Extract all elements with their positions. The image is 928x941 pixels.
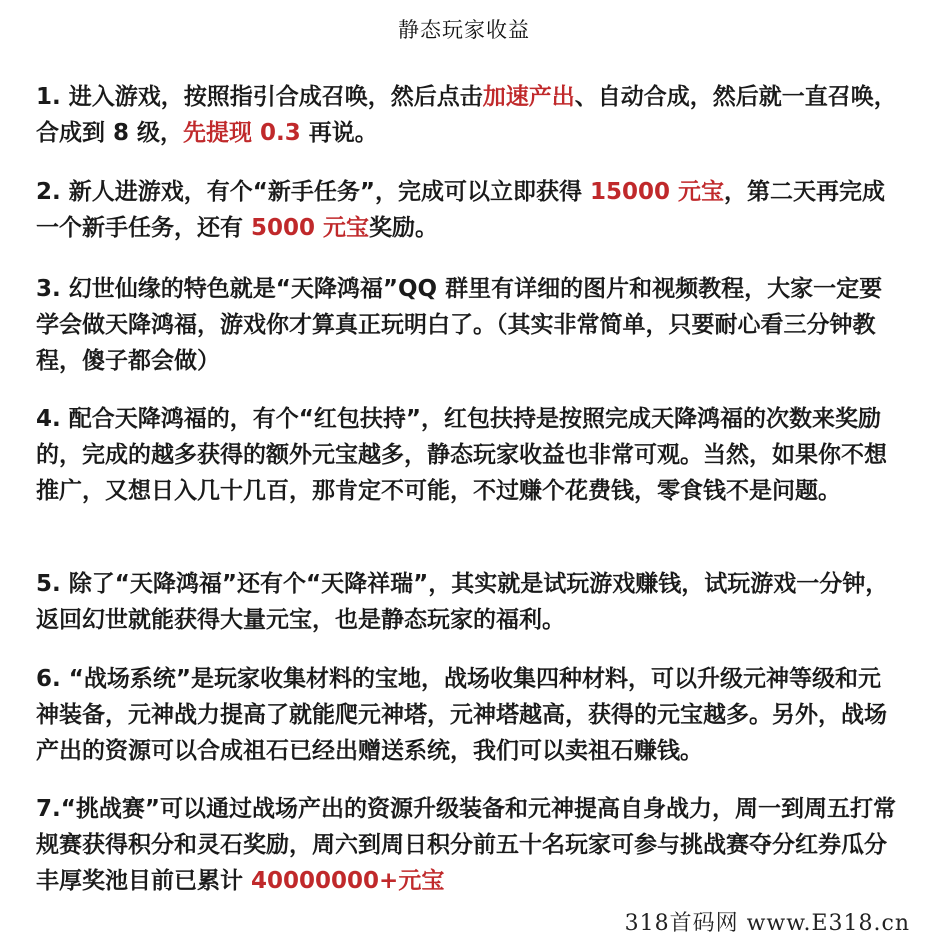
paragraph-text: 4. <box>36 406 69 432</box>
paragraph-2 <box>36 174 902 246</box>
page-title: 静态玩家收益 <box>398 18 530 42</box>
paragraph-text: 5. <box>36 571 69 597</box>
paragraph-text: “战场系统”是玩家收集材料的宝地，战场收集四种材料，可以升级元神等级和元神装备，元神战力提高了就能爬元神塔，元神塔越高，获得的元宝越多。另外，战场产出的资源可以合成祖石已经出赠送系统，我们可以卖祖石赚钱。 <box>36 666 887 764</box>
highlight-text: 5000 元宝 <box>251 215 370 241</box>
watermark-text: 318首码网 www.E318.cn <box>624 911 910 936</box>
paragraph-text: 7. <box>36 796 61 822</box>
highlight-text: 15000 元宝 <box>590 179 725 205</box>
paragraph-text: 配合天降鸿福的，有个“红包扶持”，红包扶持是按照完成天降鸿福的次数来奖励的，完成的越多获得的额外元宝越多，静态玩家收益也非常可观。当然，如果你不想推广，又想日入几十几百，那肯定不可能，不过赚个花费钱，零食钱不是问题。 <box>36 406 887 504</box>
paragraph-6 <box>36 661 902 769</box>
highlight-text: 40000000+元宝 <box>251 868 445 894</box>
paragraph-text: 6. <box>36 666 69 692</box>
highlight-text: 加速产出 <box>482 84 575 110</box>
paragraph-text: 幻世仙缘的特色就是“天降鸿福”QQ 群里有详细的图片和视频教程，大家一定要学会做天降鸿福，游戏你才算真正玩明白了。（其实非常简单，只要耐心看三分钟教程，傻子都会做） <box>36 276 883 374</box>
paragraph-text: ，第二天再完成一个新手任务，还有 <box>36 179 886 241</box>
paragraph-1 <box>36 79 902 151</box>
paragraph-text: 进入游戏，按照指引合成召唤，然后点击 <box>68 84 483 110</box>
highlight-text: 先提现 0.3 <box>183 120 301 146</box>
paragraph-text: 除了“天降鸿福”还有个“天降祥瑞”，其实就是试玩游戏赚钱，试玩游戏一分钟，返回幻世就能获得大量元宝，也是静态玩家的福利。 <box>36 571 889 633</box>
paragraph-5 <box>36 566 902 638</box>
paragraph-4 <box>36 401 902 509</box>
paragraph-text: 3. <box>36 276 69 302</box>
paragraph-text: 1. <box>36 84 69 110</box>
paragraph-7 <box>36 791 902 899</box>
paragraph-text: 2. <box>36 179 69 205</box>
paragraph-text: 再说。 <box>300 120 378 146</box>
paragraph-text: 奖励。 <box>369 215 439 241</box>
paragraph-text: 新人进游戏，有个“新手任务”，完成可以立即获得 <box>68 179 590 205</box>
paragraph-text: 、自动合成，然后就一直召唤，合成到 8 级， <box>36 84 897 146</box>
paragraph-text: “挑战赛”可以通过战场产出的资源升级装备和元神提高自身战力，周一到周五打常规赛获得积分和灵石奖励，周六到周日积分前五十名玩家可参与挑战赛夺分红券瓜分丰厚奖池目前已累计 <box>36 796 896 894</box>
paragraph-3 <box>36 271 902 379</box>
